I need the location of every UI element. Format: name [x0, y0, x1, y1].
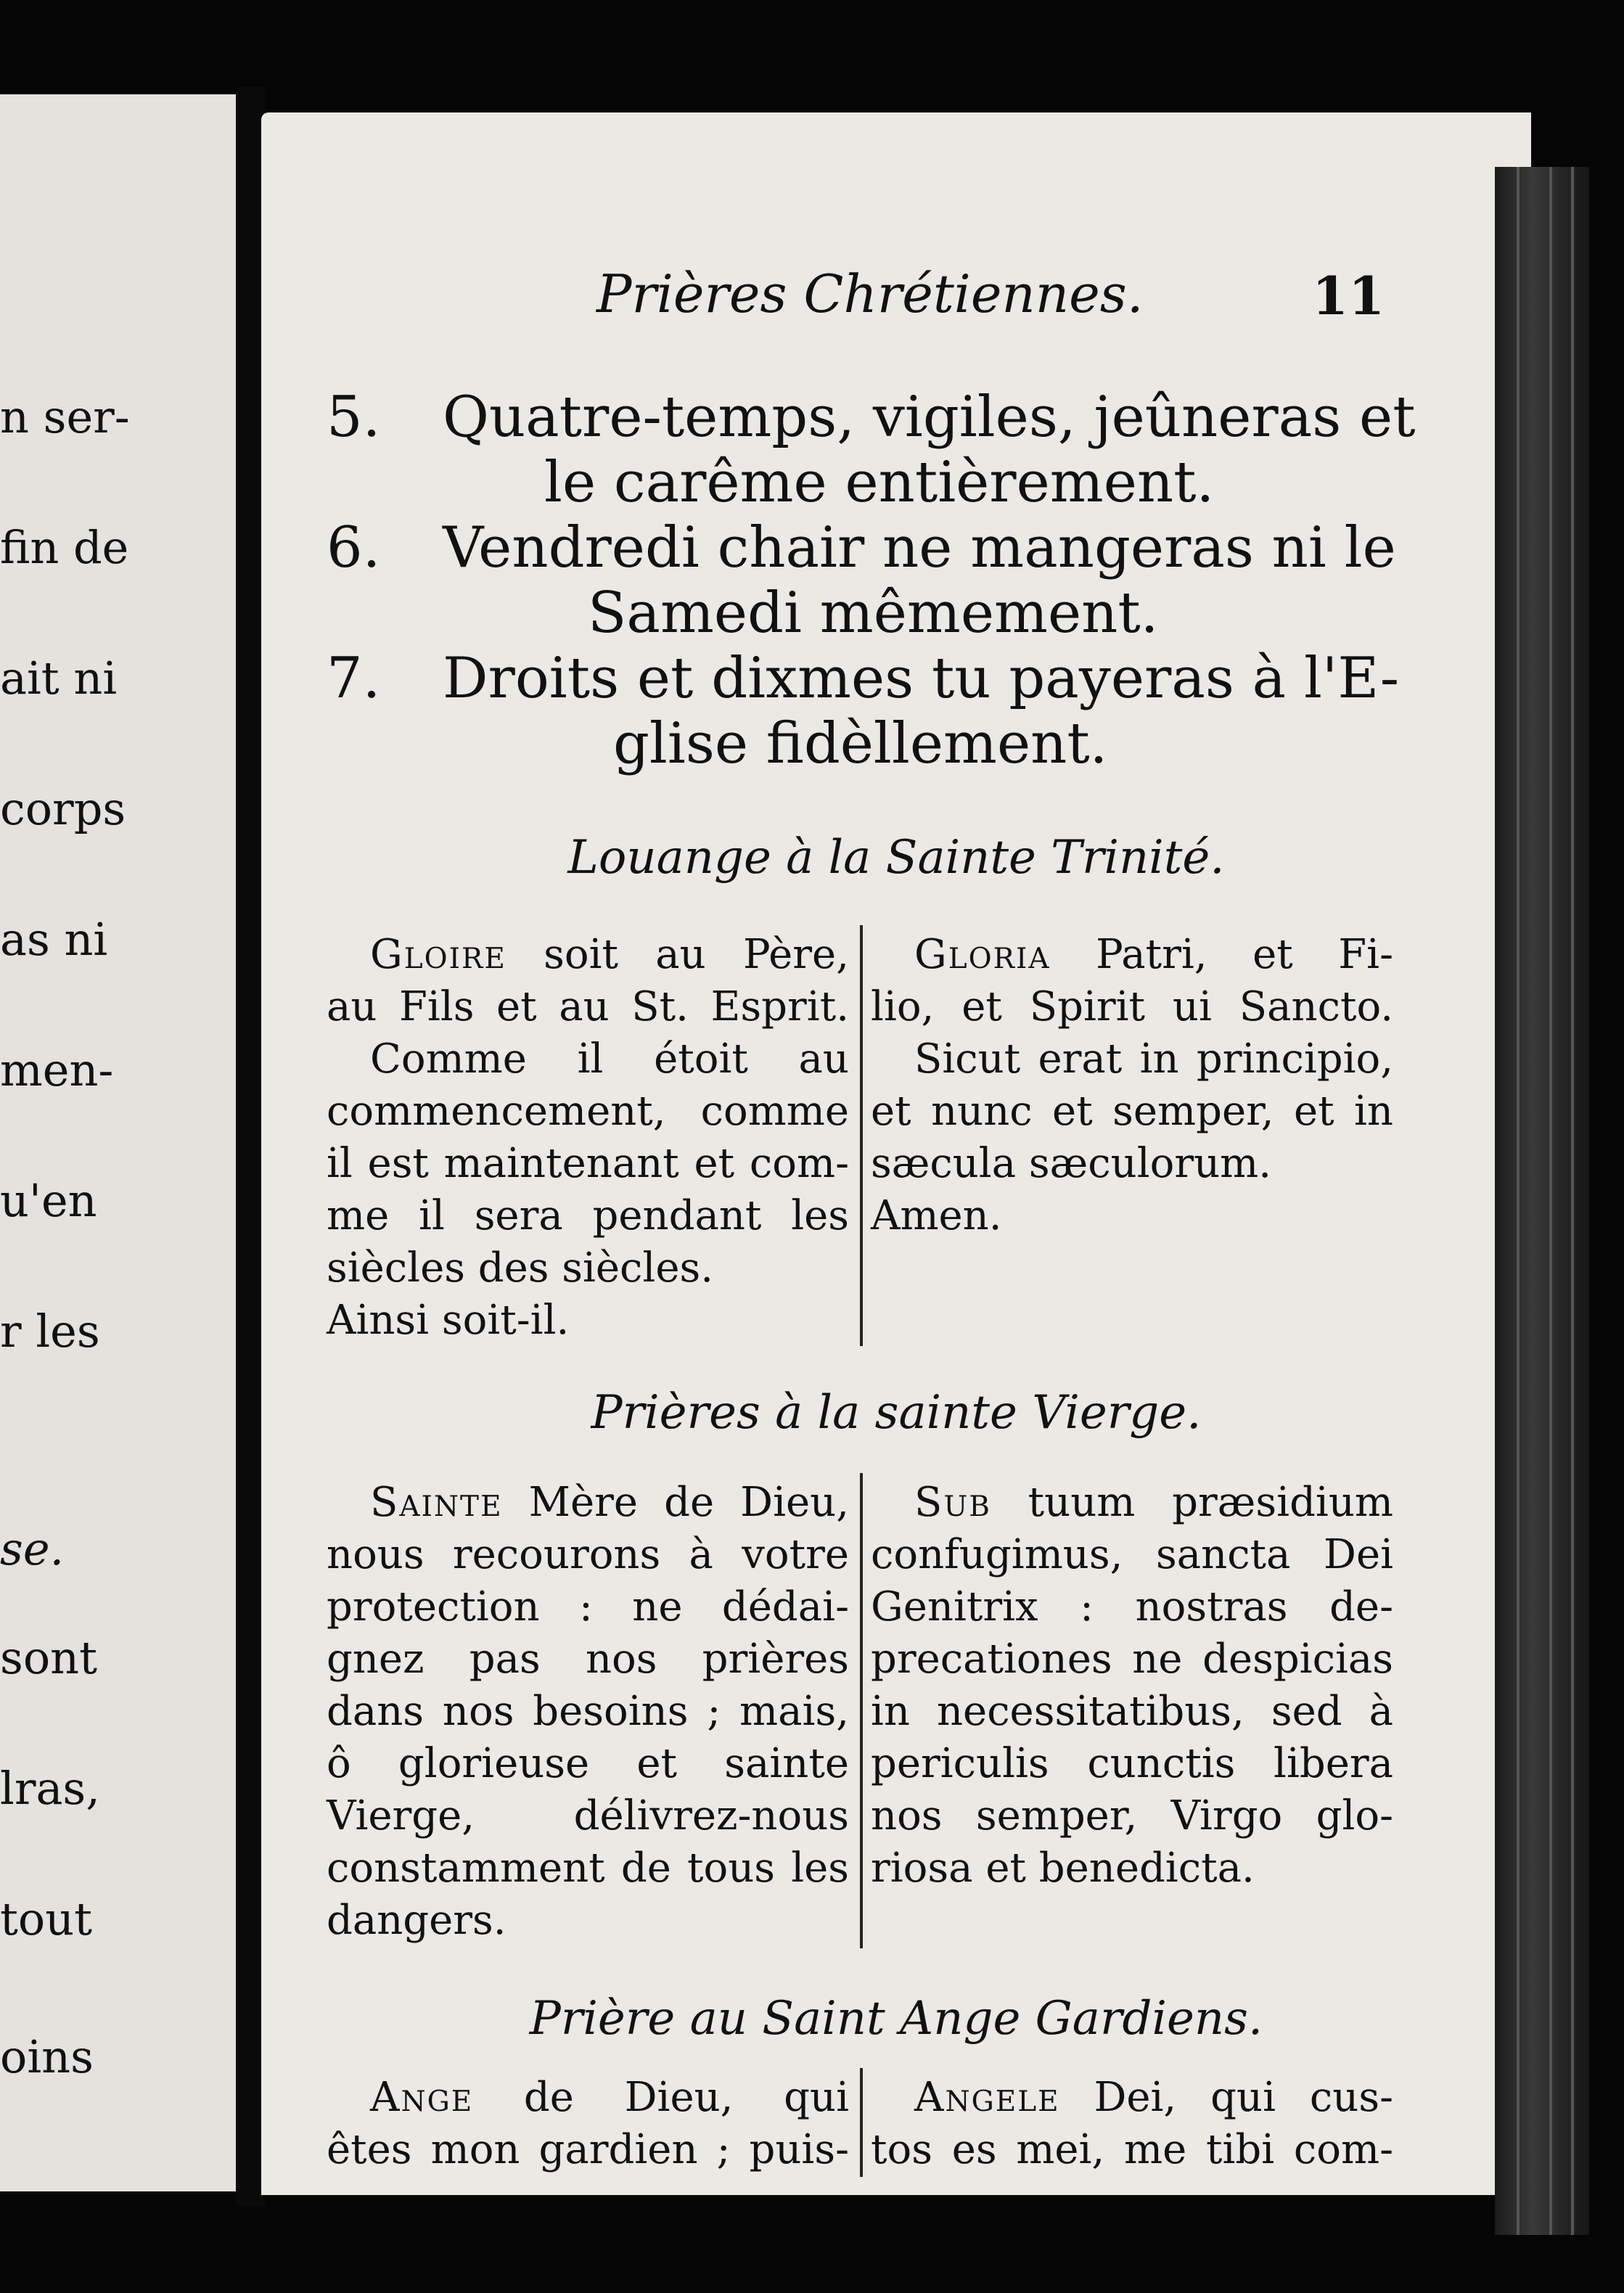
drop-word: Gloria	[914, 931, 1051, 978]
virgin-latin-column: Sub tuum præsidium confugimus, sancta Dei Genitrix : nostras de- precationes ne despicias in necessitatibus, sed à periculis cunctis libera nos semper, Virgo glo- riosa et benedicta.	[871, 1479, 1393, 1892]
left-fragment: u'en	[0, 1174, 97, 1227]
column-divider	[860, 1473, 863, 1948]
drop-word: Ange	[370, 2074, 474, 2121]
book-gutter	[236, 87, 265, 2206]
left-fragment: corps	[0, 782, 126, 835]
left-fragment: lras,	[0, 1762, 100, 1815]
running-title: Prières Chrétiennes.	[596, 263, 1144, 324]
page-number: 11	[1312, 265, 1385, 327]
commandment-number: 6.	[327, 515, 381, 581]
commandment-line: Vendredi chair ne mangeras ni le	[443, 515, 1396, 581]
commandment-line: Quatre-temps, vigiles, jeûneras et	[443, 385, 1416, 450]
left-fragment: oins	[0, 2030, 94, 2083]
left-fragment: sont	[0, 1631, 97, 1684]
drop-word: Sub	[914, 1479, 991, 1526]
left-fragment: men-	[0, 1043, 114, 1096]
left-fragment: fin de	[0, 521, 129, 574]
commandment-line: Samedi mêmement.	[588, 581, 1159, 646]
drop-word: Angele	[914, 2074, 1060, 2121]
left-fragment: r les	[0, 1305, 100, 1358]
virgin-french-column: Sainte Mère de Dieu, nous recourons à votre protection : ne dédai- gnez pas nos prières dans nos besoins ; mais, ô glorieuse et sainte Vierge, délivrez-nous constamment de tous les dangers.	[327, 1479, 849, 1944]
commandment-number: 7.	[327, 646, 381, 711]
commandment-number: 5.	[327, 385, 381, 450]
book-edge	[1495, 167, 1589, 2235]
column-divider	[860, 2068, 863, 2177]
trinity-french-column: Gloire soit au Père, au Fils et au St. Esprit. Comme il étoit au commencement, comme il est maintenant et com- me il sera pendant les siècles des siècles. Ainsi soit-il.	[327, 931, 849, 1344]
drop-word: Gloire	[370, 931, 507, 978]
drop-word: Sainte	[370, 1479, 503, 1526]
angel-latin-column: Angele Dei, qui cus- tos es mei, me tibi com-	[871, 2074, 1393, 2173]
commandment-line: glise fidèllement.	[613, 711, 1108, 776]
section-heading-angel: Prière au Saint Ange Gardiens.	[529, 1992, 1263, 2046]
left-fragment: ait ni	[0, 652, 118, 705]
book-page	[261, 112, 1531, 2195]
left-fragment: as ni	[0, 913, 108, 966]
commandment-line: le carême entièrement.	[544, 450, 1215, 515]
trinity-latin-column: Gloria Patri, et Fi- lio, et Spirit ui Sancto. Sicut erat in principio, et nunc et semper, et in sæcula sæculorum. Amen.	[871, 931, 1393, 1239]
column-divider	[860, 925, 863, 1346]
left-fragment: tout	[0, 1892, 93, 1945]
section-heading-virgin: Prières à la sainte Vierge.	[591, 1386, 1202, 1440]
left-page	[0, 94, 236, 2191]
commandment-line: Droits et dixmes tu payeras à l'E-	[443, 646, 1400, 711]
section-heading-trinity: Louange à la Sainte Trinité.	[567, 831, 1225, 885]
left-fragment: se.	[0, 1522, 65, 1575]
angel-french-column: Ange de Dieu, qui êtes mon gardien ; puis-	[327, 2074, 849, 2173]
left-fragment: n ser-	[0, 390, 130, 443]
